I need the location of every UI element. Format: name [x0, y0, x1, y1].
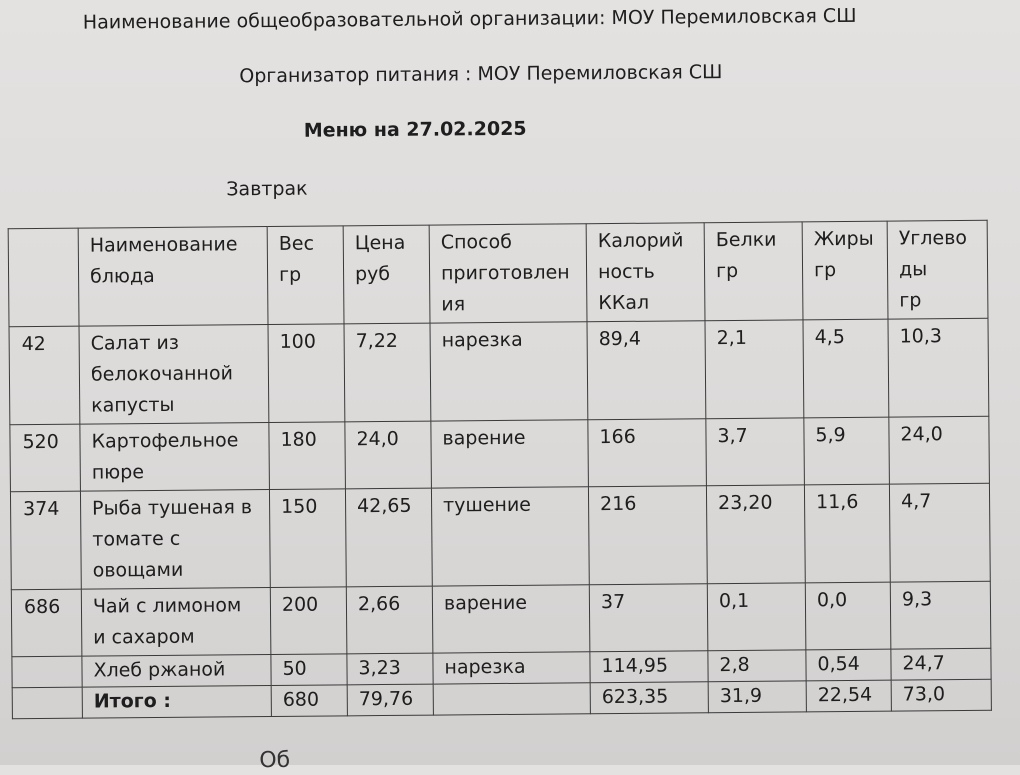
cell-carbs: Углево ды гр: [887, 220, 988, 319]
cell-code: 520: [10, 424, 81, 492]
cell-price: 42,65: [345, 488, 432, 587]
cell-price: 7,22: [344, 323, 431, 422]
cell-method: нарезка: [433, 652, 590, 684]
cell-calories: Калорий ность ККал: [586, 223, 705, 322]
cell-protein: Белки гр: [704, 222, 803, 321]
cell-carbs: 10,3: [888, 318, 989, 417]
cell-dish: Наименование блюда: [78, 227, 268, 327]
cell-fat: 4,5: [803, 319, 889, 418]
cell-weight: 100: [268, 324, 345, 423]
cell-weight: 50: [271, 654, 347, 686]
cell-price: 79,76: [347, 684, 433, 716]
cell-protein: 23,20: [706, 485, 805, 584]
table-row: [11, 581, 991, 657]
cell-weight: 680: [271, 685, 347, 717]
cell-protein: 31,9: [708, 681, 806, 713]
cell-carbs: 73,0: [891, 679, 991, 711]
menu-date-title: Меню на 27.02.2025: [303, 117, 527, 142]
cell-protein: 3,7: [706, 418, 805, 486]
caterer-line: Организатор питания : МОУ Перемиловская СШ: [239, 61, 723, 88]
cell-code: [8, 228, 79, 327]
cell-dish: Хлеб ржаной: [82, 655, 271, 688]
cell-dish: Картофельное пюре: [80, 423, 270, 492]
cell-code: 42: [9, 326, 80, 425]
cell-method: варение: [432, 585, 590, 653]
cell-carbs: 4,7: [889, 483, 990, 582]
cell-method: варение: [431, 420, 589, 488]
cell-fat: 22,54: [806, 680, 891, 712]
cell-method: нарезка: [430, 322, 588, 421]
organization-line: Наименование общеобразовательной организации: МОУ Перемиловская СШ: [82, 4, 857, 34]
cell-calories: 37: [589, 584, 708, 652]
footer-text-fragment: Об: [259, 747, 291, 774]
cell-dish: Салат из белокочанной капусты: [79, 325, 269, 425]
cell-carbs: 24,7: [891, 648, 991, 680]
cell-calories: 89,4: [587, 321, 706, 420]
cell-calories: 216: [588, 486, 707, 585]
cell-dish: Итого :: [82, 686, 271, 719]
cell-protein: 2,1: [705, 320, 804, 419]
cell-fat: Жиры гр: [802, 221, 888, 320]
cell-method: [433, 683, 590, 715]
cell-calories: 166: [588, 419, 707, 487]
cell-code: [12, 656, 82, 688]
menu-table: [8, 220, 992, 720]
cell-method: тушение: [431, 487, 589, 586]
cell-price: 24,0: [345, 421, 432, 489]
header-row: [8, 220, 988, 327]
cell-dish: Чай с лимоном и сахаром: [81, 588, 271, 657]
cell-dish: Рыба тушеная в томате с овощами: [80, 490, 270, 590]
cell-fat: 11,6: [804, 484, 890, 583]
cell-protein: 2,8: [708, 650, 806, 682]
table-row: [9, 318, 989, 425]
cell-method: Способ приготовлен ия: [429, 224, 587, 323]
cell-weight: 180: [269, 422, 346, 490]
cell-fat: 5,9: [804, 417, 890, 485]
cell-carbs: 9,3: [890, 581, 991, 649]
cell-weight: Вес гр: [267, 226, 344, 325]
table-row: [10, 416, 990, 492]
cell-price: Цена руб: [343, 225, 430, 324]
cell-calories: 114,95: [590, 651, 708, 683]
cell-price: 3,23: [347, 653, 433, 685]
cell-weight: 150: [269, 489, 346, 588]
cell-calories: 623,35: [590, 682, 708, 714]
cell-code: [12, 687, 82, 719]
cell-carbs: 24,0: [889, 416, 990, 484]
cell-code: 374: [10, 491, 81, 590]
cell-protein: 0,1: [707, 583, 806, 651]
cell-fat: 0,54: [806, 649, 891, 681]
table-row: [10, 483, 990, 590]
cell-price: 2,66: [346, 586, 433, 654]
meal-label: Завтрак: [226, 177, 308, 201]
cell-code: 686: [11, 589, 82, 657]
cell-weight: 200: [270, 587, 347, 655]
cell-fat: 0,0: [805, 582, 891, 650]
